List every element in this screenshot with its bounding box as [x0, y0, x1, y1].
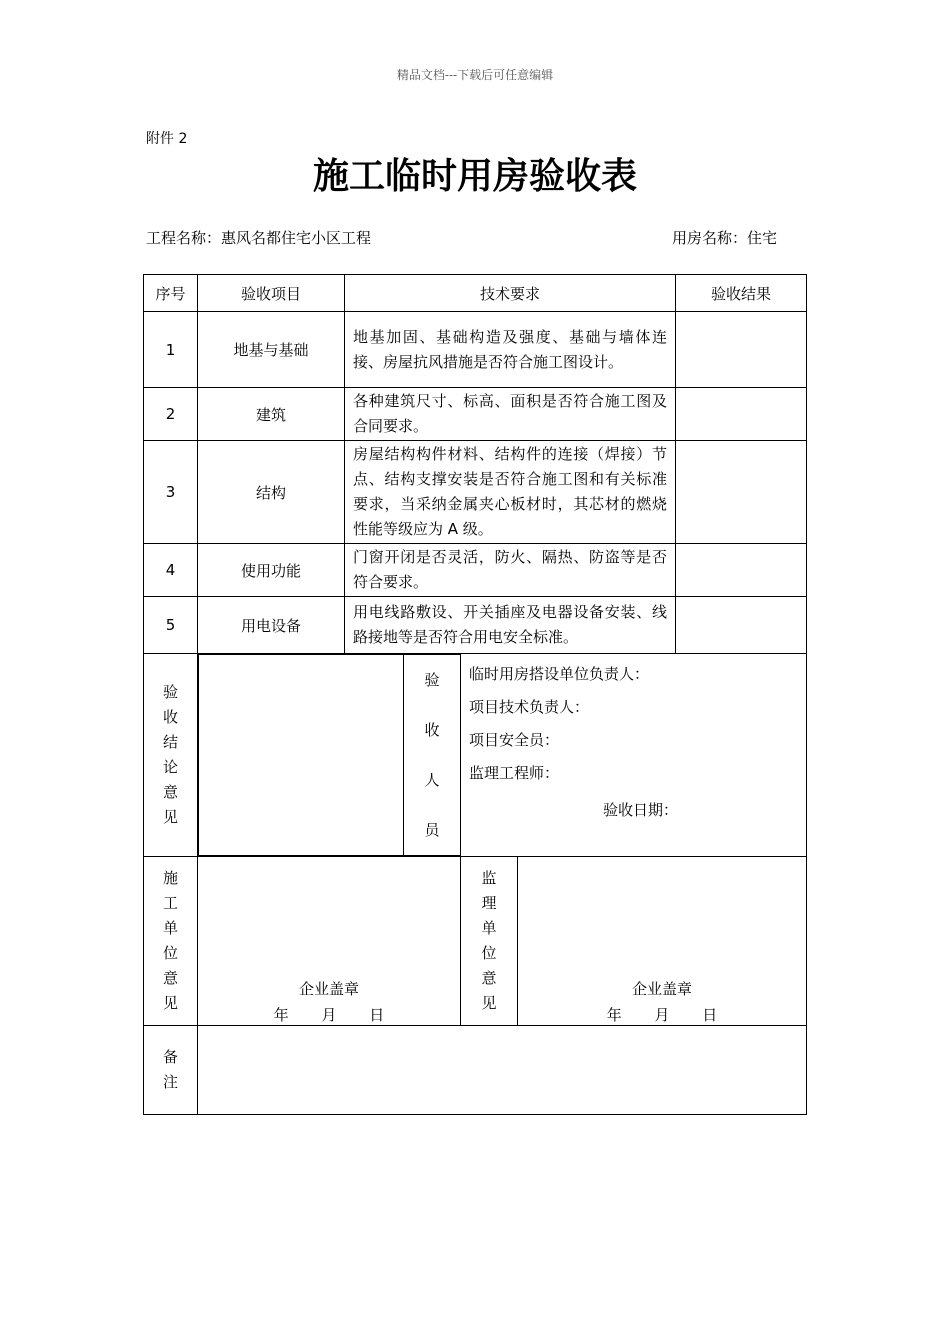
table-row: [144, 544, 807, 597]
table-row: [144, 312, 807, 388]
table-row: [144, 441, 807, 544]
acceptance-table: [143, 274, 807, 1115]
conclusion-opinion-cell[interactable]: [198, 654, 461, 857]
acceptance-date-label: 验收日期：: [603, 801, 679, 819]
row-no: 2: [144, 388, 198, 441]
construction-label: [144, 857, 198, 1026]
conclusion-label: [144, 654, 198, 857]
construction-seal: 企业盖章: [298, 980, 359, 998]
signer-tech-leader: 项目技术负责人：: [469, 698, 590, 716]
opinion-row: [144, 857, 807, 1026]
signers-block: [461, 654, 807, 857]
table-header-row: [144, 275, 807, 312]
row-result-cell[interactable]: [676, 312, 807, 388]
supervision-opinion-cell[interactable]: [518, 857, 807, 1026]
header-item: 验收项目: [198, 275, 345, 312]
header-watermark: 精品文档---下载后可任意编辑: [396, 68, 554, 82]
signer-site-leader: 临时用房搭设单位负责人：: [469, 665, 650, 683]
row-result-cell[interactable]: [676, 388, 807, 441]
header-result: 验收结果: [676, 275, 807, 312]
signer-label: [404, 655, 461, 856]
supervision-date: 年 月 日: [606, 1006, 718, 1024]
row-no: 4: [144, 544, 198, 597]
construction-opinion-cell[interactable]: [198, 857, 461, 1026]
row-requirement: 用电线路敷设、开关插座及电器设备安装、线路接地等是否符合用电安全标准。: [345, 597, 676, 654]
remarks-label-text: 备注: [162, 1048, 178, 1091]
supervision-seal: 企业盖章: [632, 980, 693, 998]
attachment-label: 附件 2: [146, 131, 188, 147]
page-title: 施工临时用房验收表: [312, 155, 637, 197]
row-item: 建筑: [198, 388, 345, 441]
header-no: 序号: [144, 275, 198, 312]
project-name: 工程名称：惠风名都住宅小区工程: [146, 229, 372, 247]
row-requirement: 各种建筑尺寸、标高、面积是否符合施工图及合同要求。: [345, 388, 676, 441]
supervision-label-text: 监理单位意见: [481, 869, 497, 1012]
housing-name: 用房名称：住宅: [672, 229, 778, 247]
row-item: 结构: [198, 441, 345, 544]
row-no: 5: [144, 597, 198, 654]
row-item: 地基与基础: [198, 312, 345, 388]
table-row: [144, 388, 807, 441]
conclusion-label-text: 验收结论意见: [162, 683, 178, 826]
row-result-cell[interactable]: [676, 597, 807, 654]
row-requirement: 地基加固、基础构造及强度、基础与墙体连接、房屋抗风措施是否符合施工图设计。: [345, 312, 676, 388]
row-item: 使用功能: [198, 544, 345, 597]
conclusion-opinion[interactable]: [199, 655, 404, 856]
signer-supervisor: 监理工程师：: [469, 764, 560, 782]
row-no: 3: [144, 441, 198, 544]
row-requirement: 房屋结构构件材料、结构件的连接（焊接）节点、结构支撑安装是否符合施工图和有关标准要求，当采纳金属夹心板材时，其芯材的燃烧性能等级应为 A 级。: [345, 441, 676, 544]
row-item: 用电设备: [198, 597, 345, 654]
row-no: 1: [144, 312, 198, 388]
table-row: [144, 597, 807, 654]
signer-label-text: 验收人员: [424, 671, 440, 839]
remarks-row: [144, 1026, 807, 1115]
remarks-cell[interactable]: [198, 1026, 807, 1115]
signer-safety-officer: 项目安全员：: [469, 731, 560, 749]
row-result-cell[interactable]: [676, 544, 807, 597]
row-result-cell[interactable]: [676, 441, 807, 544]
row-requirement: 门窗开闭是否灵活，防火、隔热、防盗等是否符合要求。: [345, 544, 676, 597]
construction-date: 年 月 日: [273, 1006, 385, 1024]
remarks-label: [144, 1026, 198, 1115]
construction-label-text: 施工单位意见: [162, 869, 178, 1012]
supervision-label: [461, 857, 518, 1026]
conclusion-row: [144, 654, 807, 857]
header-requirement: 技术要求: [345, 275, 676, 312]
